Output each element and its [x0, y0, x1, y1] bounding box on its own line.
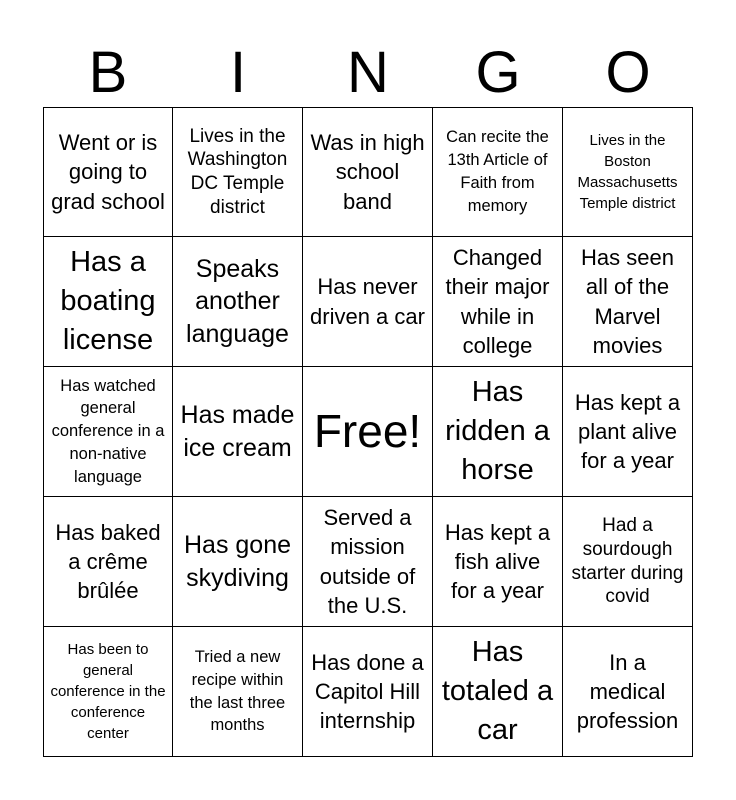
cell-text: Has kept a plant alive for a year	[574, 389, 681, 474]
header-letter-g: G	[475, 40, 521, 105]
cell-text: Was in high school band	[310, 130, 425, 214]
bingo-cell[interactable]	[303, 627, 433, 757]
cell-text: Changed their major while in college	[445, 245, 550, 358]
bingo-cell[interactable]	[563, 237, 693, 367]
bingo-cell[interactable]	[173, 107, 303, 237]
cell-text: Has ridden a horse	[445, 375, 550, 487]
bingo-cell[interactable]	[433, 627, 563, 757]
cell-text: Has gone skydiving	[183, 531, 292, 592]
bingo-cell[interactable]	[43, 367, 173, 497]
cell-text: Free!	[313, 405, 422, 458]
bingo-cell[interactable]	[433, 237, 563, 367]
cell-text: Has seen all of the Marvel movies	[581, 245, 674, 358]
bingo-cell[interactable]	[303, 237, 433, 367]
free-space[interactable]	[303, 367, 433, 497]
bingo-cell[interactable]	[173, 237, 303, 367]
bingo-cell[interactable]	[173, 367, 303, 497]
bingo-cell[interactable]	[43, 497, 173, 627]
cell-text: Has totaled a car	[441, 635, 554, 747]
bingo-cell[interactable]	[303, 497, 433, 627]
cell-text: In a medical profession	[576, 649, 679, 734]
header-letter-n: N	[347, 40, 389, 105]
header-letter-i: I	[229, 40, 247, 105]
cell-text: Had a sourdough starter during covid	[571, 515, 684, 608]
bingo-board	[43, 107, 693, 757]
bingo-cell[interactable]	[433, 497, 563, 627]
bingo-cell[interactable]	[433, 367, 563, 497]
cell-text: Can recite the 13th Article of Faith from memory	[446, 128, 549, 215]
cell-text: Has baked a crême brûlée	[55, 519, 161, 604]
cell-text: Speaks another language	[186, 254, 289, 348]
cell-text: Has a boating license	[60, 245, 156, 357]
cell-text: Has been to general conference in the conference center	[50, 641, 166, 742]
bingo-cell[interactable]	[43, 627, 173, 757]
header-letter-b: B	[88, 40, 128, 105]
cell-text: Has done a Capitol Hill internship	[311, 649, 424, 734]
bingo-cell[interactable]	[303, 107, 433, 237]
cell-text: Tried a new recipe within the last three months	[189, 647, 286, 735]
bingo-cell[interactable]	[173, 497, 303, 627]
bingo-cell[interactable]	[563, 627, 693, 757]
header-letter-o: O	[605, 40, 651, 105]
bingo-cell[interactable]	[173, 627, 303, 757]
bingo-cell[interactable]	[43, 107, 173, 237]
cell-text: Went or is going to grad school	[51, 130, 165, 214]
bingo-cell[interactable]	[563, 367, 693, 497]
cell-text: Has made ice cream	[180, 401, 295, 462]
bingo-cell[interactable]	[43, 237, 173, 367]
cell-text: Lives in the Boston Massachusetts Temple district	[577, 132, 678, 212]
cell-text: Has never driven a car	[310, 274, 425, 329]
bingo-cell[interactable]	[563, 497, 693, 627]
cell-text: Has watched general conference in a non-native language	[51, 376, 165, 486]
bingo-header	[43, 40, 693, 106]
cell-text: Has kept a fish alive for a year	[444, 519, 551, 604]
cell-text: Served a mission outside of the U.S.	[319, 505, 416, 618]
bingo-cell[interactable]	[563, 107, 693, 237]
bingo-cell[interactable]	[433, 107, 563, 237]
cell-text: Lives in the Washington DC Temple district	[187, 125, 288, 218]
